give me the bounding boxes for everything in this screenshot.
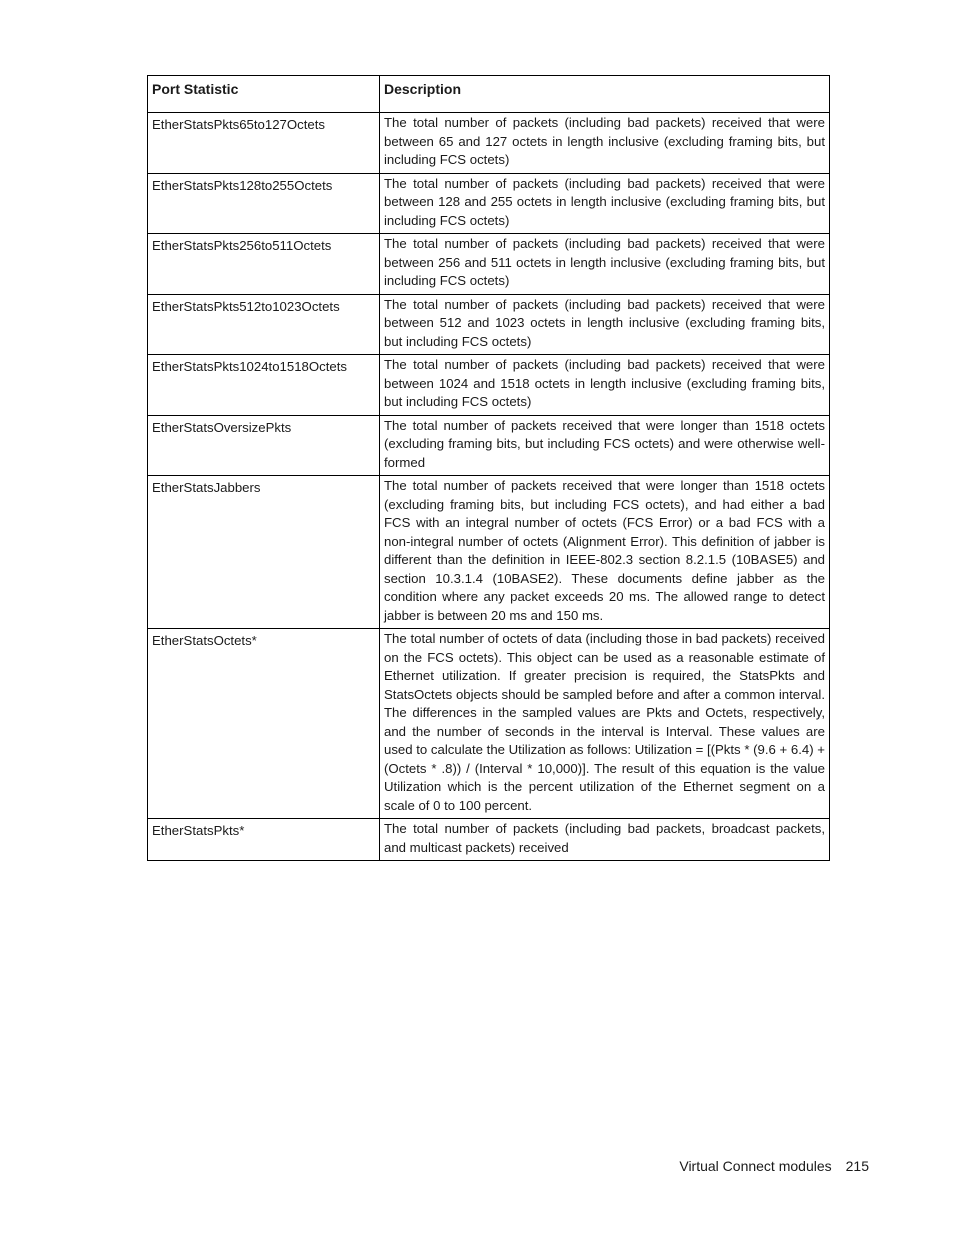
statistic-description: The total number of packets (including bad packets, broadcast packets, and multicast packets) received xyxy=(380,819,830,861)
footer-section-title: Virtual Connect modules xyxy=(679,1158,832,1174)
table-row xyxy=(148,113,830,174)
statistic-name: EtherStatsPkts128to255Octets xyxy=(148,173,380,234)
statistic-description: The total number of packets (including bad packets) received that were between 512 and 1023 octets in length inclusive (excluding framing bits, but including FCS octets) xyxy=(380,294,830,355)
statistic-description: The total number of packets (including bad packets) received that were between 256 and 511 octets in length inclusive (excluding framing bits, but including FCS octets) xyxy=(380,234,830,295)
statistic-name: EtherStatsOversizePkts xyxy=(148,415,380,476)
header-description: Description xyxy=(380,76,830,113)
statistic-description: The total number of packets received that were longer than 1518 octets (excluding framing bits, but including FCS octets), and had either a bad FCS with an integral number of octets (FCS Error) or a bad FCS with a non-integral number of octets (Alignment Error). This definition of jabber is different than the definition in IEEE-802.3 section 8.2.1.5 (10BASE5) and section 10.3.1.4 (10BASE2). These documents define jabber as the condition where any packet exceeds 20 ms. The allowed range to detect jabber is between 20 ms and 150 ms. xyxy=(380,476,830,629)
table-row xyxy=(148,355,830,416)
table-row xyxy=(148,415,830,476)
statistic-description: The total number of octets of data (including those in bad packets) received on the FCS octets). This object can be used as a reasonable estimate of Ethernet utilization. If greater precision is required, the StatsPkts and StatsOctets objects should be sampled before and after a common interval. The differences in the sampled values are Pkts and Octets, respectively, and the number of seconds in the interval is Interval. These values are used to calculate the Utilization as follows: Utilization = [(Pkts * (9.6 + 6.4) + (Octets * .8)) / (Interval * 10,000)]. The result of this equation is the value Utilization which is the percent utilization of the Ethernet segment on a scale of 0 to 100 percent. xyxy=(380,629,830,819)
page-footer xyxy=(679,1158,869,1174)
port-statistics-table xyxy=(147,75,830,861)
table-row xyxy=(148,629,830,819)
statistic-name: EtherStatsPkts512to1023Octets xyxy=(148,294,380,355)
statistic-name: EtherStatsOctets* xyxy=(148,629,380,819)
statistic-name: EtherStatsPkts65to127Octets xyxy=(148,113,380,174)
table-row xyxy=(148,819,830,861)
statistic-description: The total number of packets (including bad packets) received that were between 65 and 127 octets in length inclusive (excluding framing bits, but including FCS octets) xyxy=(380,113,830,174)
page-number: 215 xyxy=(845,1158,869,1174)
statistic-name: EtherStatsPkts* xyxy=(148,819,380,861)
table-header-row xyxy=(148,76,830,113)
statistic-name: EtherStatsPkts1024to1518Octets xyxy=(148,355,380,416)
table-row xyxy=(148,476,830,629)
statistic-description: The total number of packets (including bad packets) received that were between 1024 and 1518 octets in length inclusive (excluding framing bits, but including FCS octets) xyxy=(380,355,830,416)
statistic-name: EtherStatsJabbers xyxy=(148,476,380,629)
table-row xyxy=(148,173,830,234)
statistic-description: The total number of packets received that were longer than 1518 octets (excluding framing bits, but including FCS octets) and were otherwise well-formed xyxy=(380,415,830,476)
statistic-description: The total number of packets (including bad packets) received that were between 128 and 255 octets in length inclusive (excluding framing bits, but including FCS octets) xyxy=(380,173,830,234)
table-row xyxy=(148,294,830,355)
header-port-statistic: Port Statistic xyxy=(148,76,380,113)
table-row xyxy=(148,234,830,295)
statistic-name: EtherStatsPkts256to511Octets xyxy=(148,234,380,295)
